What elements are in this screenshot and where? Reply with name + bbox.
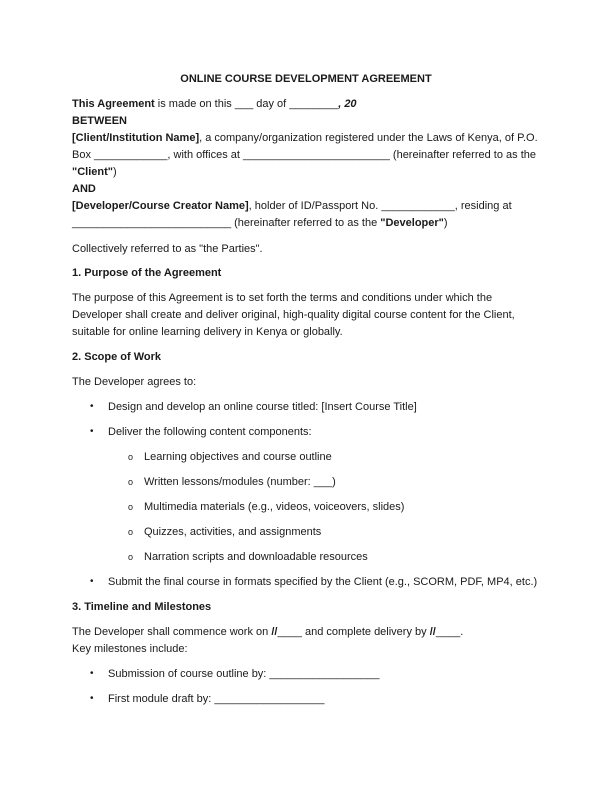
bullet-marker: • [90,693,94,704]
section-2-heading: 2. Scope of Work [72,351,162,363]
sub-bullet-marker: o [128,452,134,462]
this-agreement-label: This Agreement [72,98,155,110]
client-line-3: "Client") [72,166,117,178]
made-on-text: is made on this ___ day of ________ [154,98,339,110]
content-component: Quizzes, activities, and assignments [144,526,322,538]
client-reference: "Client" [72,166,113,178]
parties-line: Collectively referred to as "the Parties". [72,243,263,255]
developer-line-2: __________________________ (hereinafter referred to as the "Developer") [72,217,448,229]
milestone-item: Submission of course outline by: __________________ [108,668,380,680]
sub-bullet-marker: o [128,502,134,512]
client-line-1: [Client/Institution Name], a company/organization registered under the Laws of Kenya, of P.O. [72,132,538,144]
content-component: Multimedia materials (e.g., videos, voiceovers, slides) [144,501,405,513]
document-title: ONLINE COURSE DEVELOPMENT AGREEMENT [180,73,432,85]
scope-item: Design and develop an online course titled: [Insert Course Title] [108,401,417,413]
section-1-heading: 1. Purpose of the Agreement [72,267,222,279]
timeline-line: The Developer shall commence work on //____ and complete delivery by //____. [72,626,464,638]
bullet-marker: • [90,576,94,587]
milestones-lead: Key milestones include: [72,643,188,655]
developer-name: [Developer/Course Creator Name] [72,200,249,212]
content-component: Written lessons/modules (number: ___) [144,476,336,488]
sub-bullet-marker: o [128,527,134,537]
milestone-item: First module draft by: __________________ [108,693,325,705]
client-line-2: Box ____________, with offices at ________________________ (hereinafter referred to as the [72,149,536,161]
content-component: Learning objectives and course outline [144,451,332,463]
between-label: BETWEEN [72,115,127,127]
section-1-line: Developer shall create and deliver original, high-quality digital course content for the Client, [72,309,515,321]
section-2-lead: The Developer agrees to: [72,376,197,388]
bullet-marker: • [90,426,94,437]
scope-item: Deliver the following content components: [108,426,312,438]
developer-line-1: [Developer/Course Creator Name], holder of ID/Passport No. ____________, residing at [72,200,512,212]
sub-bullet-marker: o [128,552,134,562]
bullet-marker: • [90,668,94,679]
agreement-date-line [72,97,357,111]
and-label: AND [72,183,96,195]
year-text: , 20 [338,98,357,110]
content-component: Narration scripts and downloadable resources [144,551,368,563]
section-3-heading: 3. Timeline and Milestones [72,601,212,613]
developer-reference: "Developer" [380,217,444,229]
section-1-line: suitable for online learning delivery in Kenya or globally. [72,326,343,338]
client-name: [Client/Institution Name] [72,132,200,144]
sub-bullet-marker: o [128,477,134,487]
bullet-marker: • [90,401,94,412]
scope-item: Submit the final course in formats specified by the Client (e.g., SCORM, PDF, MP4, etc.) [108,576,538,588]
section-1-line: The purpose of this Agreement is to set forth the terms and conditions under which the [72,292,493,304]
